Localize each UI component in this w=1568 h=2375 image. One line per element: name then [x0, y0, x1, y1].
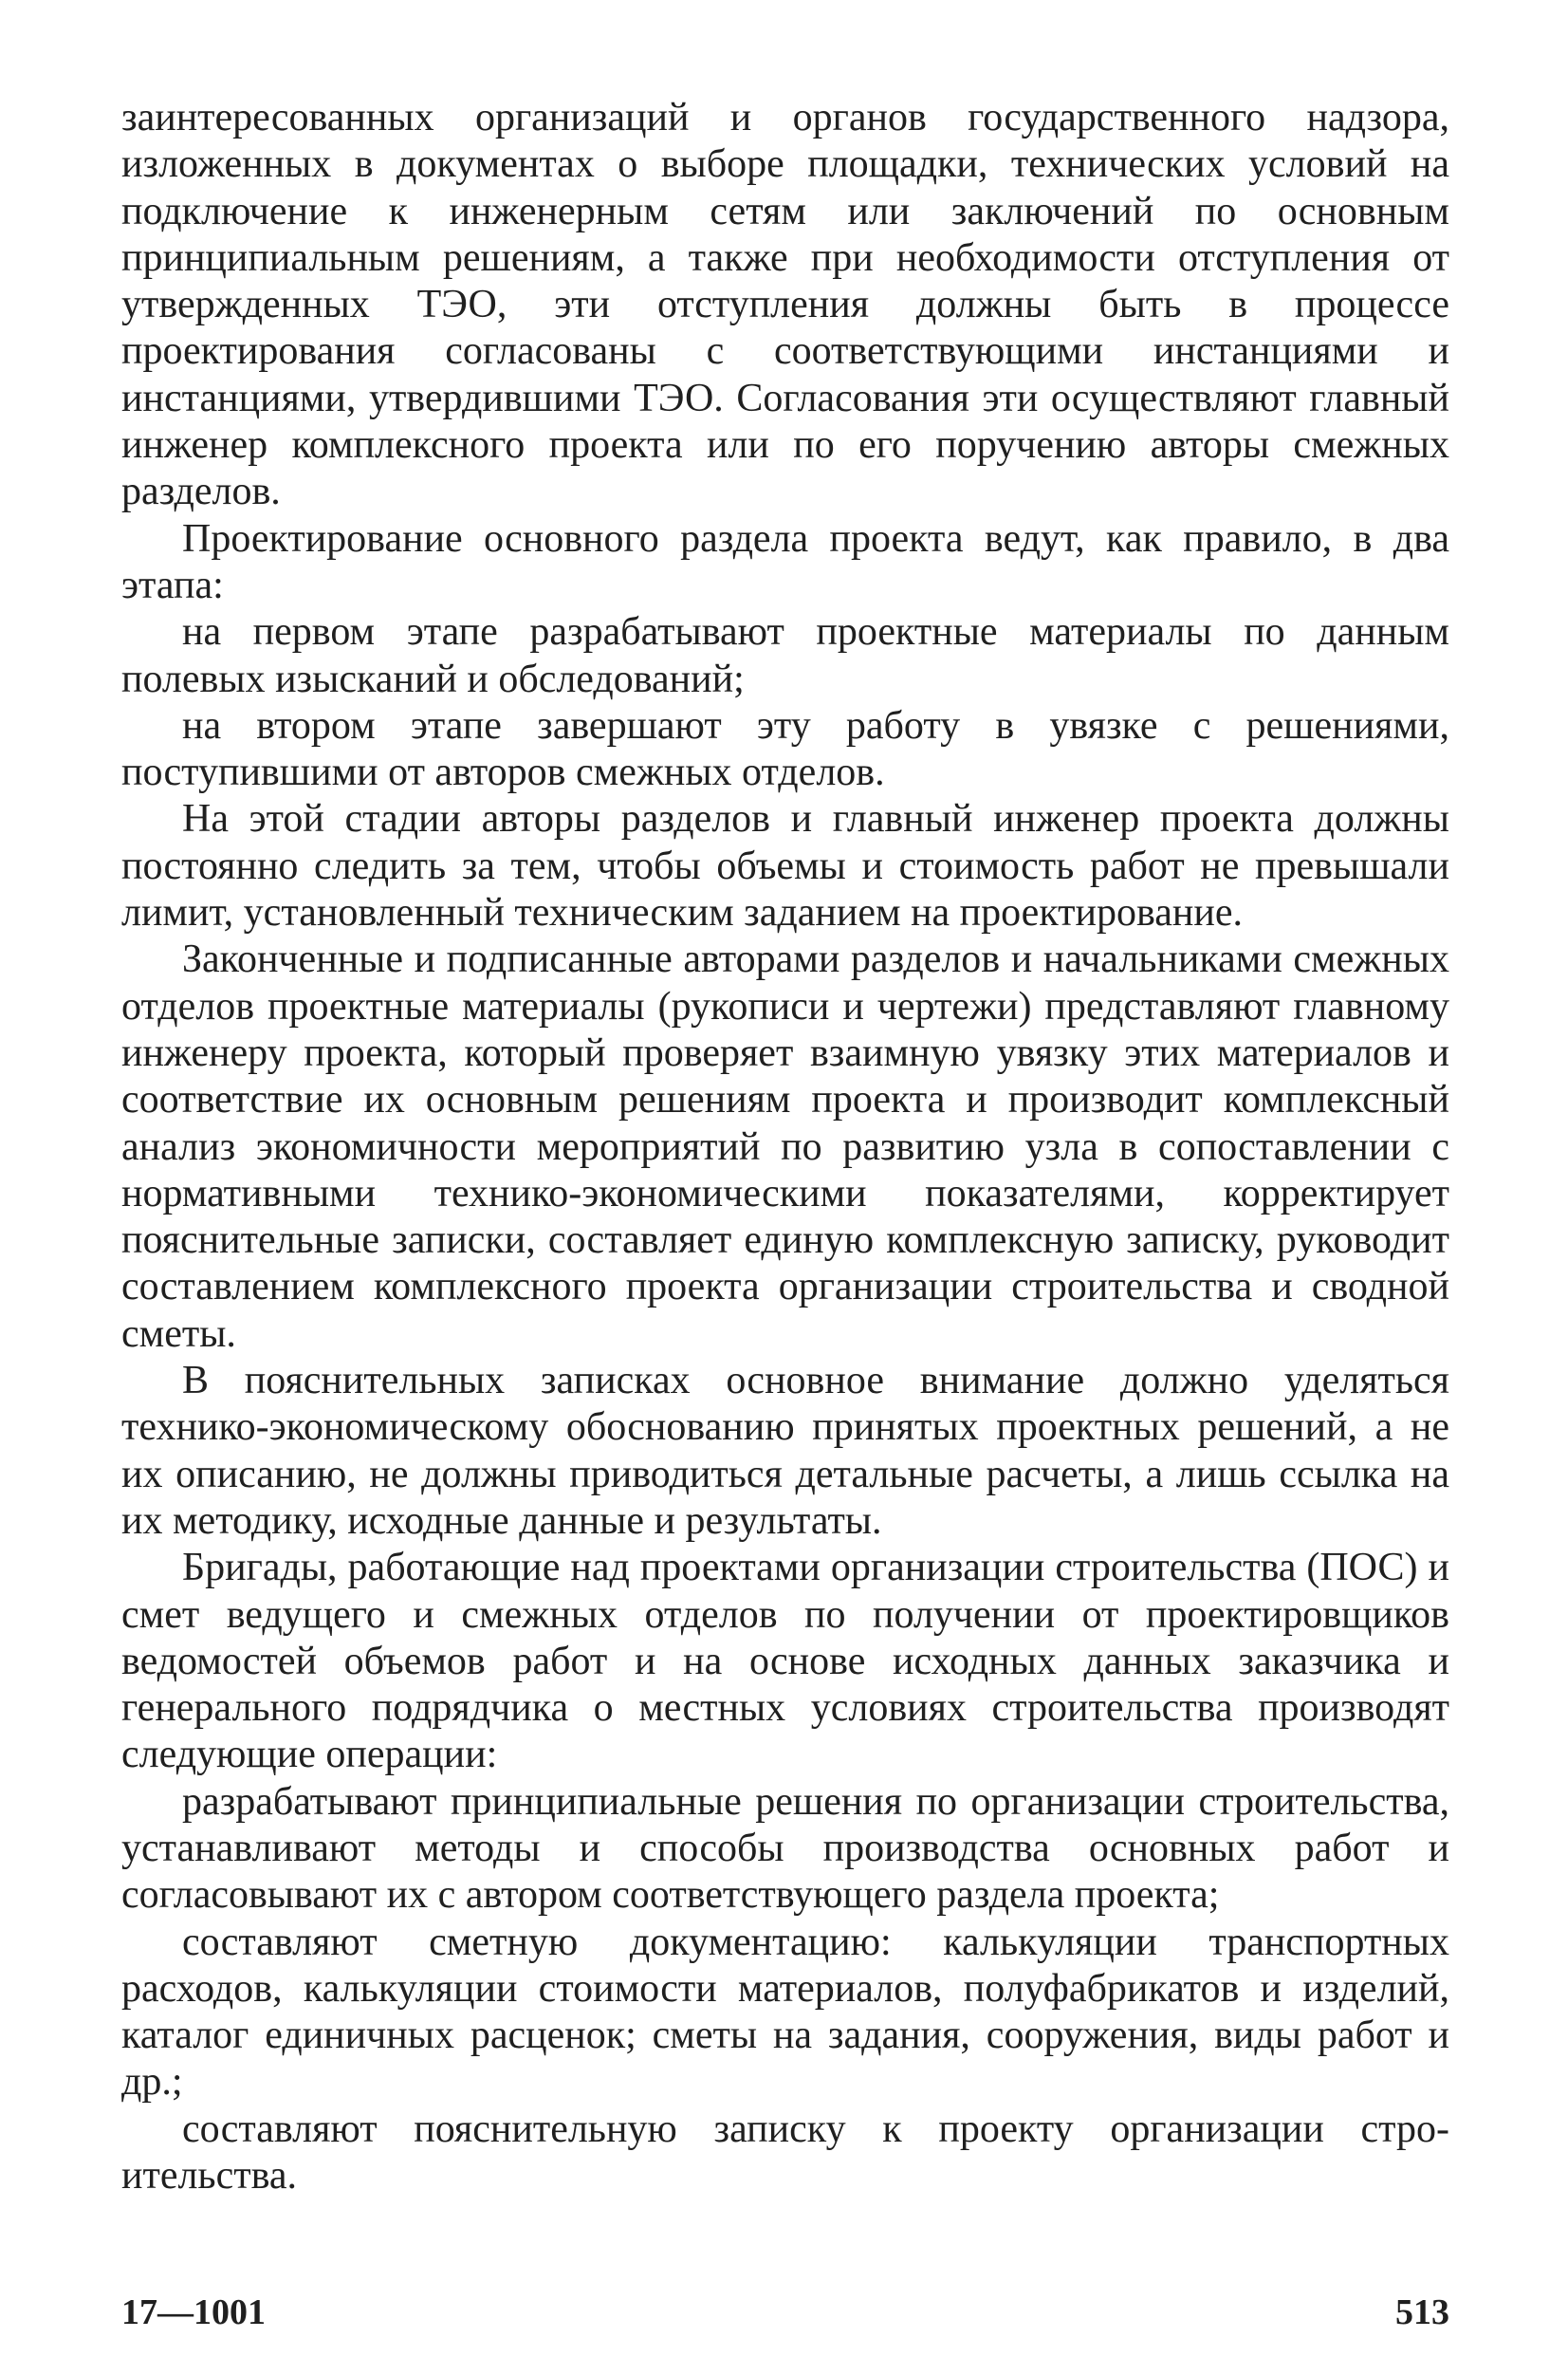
printer-signature-mark: 17—1001	[121, 2292, 266, 2332]
paragraph-cost-control: На этой стадии авторы разделов и главный инженер проекта должны постоянно следить за тем, чтобы объемы и стоимость работ не превышали лимит, установленный техническим заданием на проектирование.	[121, 797, 1449, 936]
list-item-principal-decisions: разрабатывают принципиальные решения по организации строительства, устанавливают методы и способы производства основных работ и согласовывают их с автором соответствующего раздела проекта;	[121, 1779, 1449, 1918]
list-item-stage-two: на втором этапе завершают эту работу в увязке с решениями, поступившими от авторов смежных отделов.	[121, 703, 1449, 795]
page-number: 513	[1395, 2292, 1449, 2332]
paragraph-chief-engineer-review: Законченные и подписанные авторами разделов и начальниками смежных отделов проектные материалы (рукописи и чертежи) представляют главному инженеру проекта, который проверяет взаимную увязку этих материалов и соответствие их основным решениям проекта и производит комплексный анализ экономичности мероприятий по развитию узла в сопоставлении с нормативными технико-экономическими показателями, корректирует пояснительные записки, составляет единую комплексную записку, руководит составлением комплексного проекта организации строительства и сводной сметы.	[121, 937, 1449, 1356]
page-body	[121, 95, 1449, 2306]
paragraph-design-stages: Проектирование основного раздела проекта ведут, как правило, в два этапа:	[121, 516, 1449, 607]
page-footer	[121, 2292, 1449, 2339]
list-item-explanatory-note: составляют пояснительную записку к проекту организации строительства.	[121, 2106, 1449, 2199]
paragraph-explanatory-notes: В пояснительных записках основное внимание должно уделяться технико-экономическому обоснованию принятых проектных решений, а не их описанию, не должны приводиться детальные расчеты, а лишь ссылка на их методику, исходные данные и результаты.	[121, 1359, 1449, 1543]
list-item-stage-one: на первом этапе разрабатывают проектные материалы по данным полевых изысканий и обследований;	[121, 610, 1449, 701]
paragraph-continuation: заинтересованных организаций и органов государственного надзора, изложенных в документах о выборе площадки, технических условий на подключение к инженерным сетям или заключений по основным принципиальным решениям, а также при необходимости отступления от утвержденных ТЭО, эти отступления должны быть в процессе проектирования согласованы с соответствующими инстанциями и инстанциями, утвердившими ТЭО. Согласования эти осуществляют главный инженер комплексного проекта или по его поручению авторы смежных разделов.	[121, 96, 1449, 514]
list-item-estimate-documentation: составляют сметную документацию: калькуляции транспортных расходов, калькуляции стоимости материалов, полуфабрикатов и изделий, каталог единичных расценок; сметы на задания, сооружения, виды работ и др.;	[121, 1920, 1449, 2105]
paragraph-brigades: Бригады, работающие над проектами организации строительства (ПОС) и смет ведущего и смежных отделов по получении от проектировщиков ведомостей объемов работ и на основе исходных данных заказчика и генерального подрядчика о местных условиях строительства производят следующие операции:	[121, 1546, 1449, 1777]
